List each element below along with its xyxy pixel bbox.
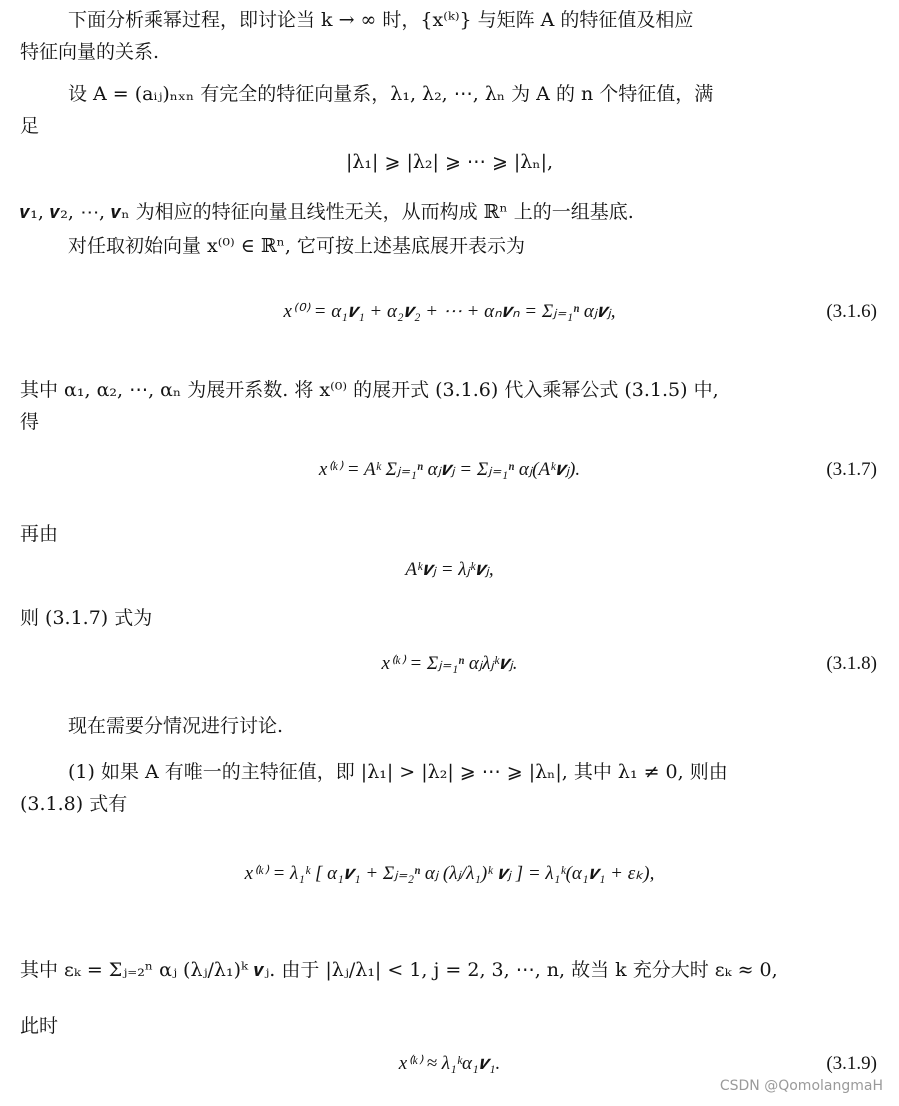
text-line: 得 — [20, 411, 40, 433]
text-line: (3.1.8) 式有 — [20, 793, 128, 815]
equation-3-1-7: x⁽ᵏ⁾ = Aᵏ Σⱼ₌₁ⁿ αⱼ𝒗ⱼ = Σⱼ₌₁ⁿ αⱼ(Aᵏ𝒗ⱼ). — [318, 459, 581, 480]
text-line: 其中 α₁, α₂, ⋯, αₙ 为展开系数. 将 x⁽⁰⁾ 的展开式 (3.1.6) 代入乘幂公式 (3.1.5) 中, — [20, 379, 719, 401]
text-line: 足 — [20, 115, 40, 137]
text-line: 此时 — [20, 1015, 59, 1037]
equation-number: (3.1.6) — [826, 301, 877, 322]
equation-3-1-8: x⁽ᵏ⁾ = Σⱼ₌₁ⁿ αⱼλⱼᵏ𝒗ⱼ. — [381, 653, 518, 674]
text-line: 再由 — [20, 523, 59, 545]
equation-number: (3.1.8) — [826, 653, 877, 674]
equation-eigen: Aᵏ𝒗ⱼ = λⱼᵏ𝒗ⱼ, — [405, 559, 494, 580]
text-line: 则 (3.1.7) 式为 — [20, 607, 153, 629]
inequality: |λ₁| ⩾ |λ₂| ⩾ ⋯ ⩾ |λₙ|, — [345, 151, 554, 173]
text-line: 𝒗₁, 𝒗₂, ⋯, 𝒗ₙ 为相应的特征向量且线性无关，从而构成 ℝⁿ 上的一组基底. — [20, 201, 634, 223]
text-line: 下面分析乘幂过程，即讨论当 k → ∞ 时，{x⁽ᵏ⁾} 与矩阵 A 的特征值及相应 — [68, 9, 694, 31]
watermark: CSDN @QomolangmaH — [719, 1078, 883, 1094]
text-line: 其中 εₖ = Σⱼ₌₂ⁿ αⱼ (λⱼ/λ₁)ᵏ 𝒗ⱼ. 由于 |λⱼ/λ₁| < 1, j = 2, 3, ⋯, n, 故当 k 充分大时 εₖ ≈ 0, — [20, 959, 778, 981]
equation-3-1-6: x⁽⁰⁾ = α₁𝒗₁ + α₂𝒗₂ + ⋯ + αₙ𝒗ₙ = Σⱼ₌₁ⁿ αⱼ𝒗ⱼ, — [283, 301, 616, 322]
equation-expansion: x⁽ᵏ⁾ = λ₁ᵏ [ α₁𝒗₁ + Σⱼ₌₂ⁿ αⱼ (λⱼ/λ₁)ᵏ 𝒗ⱼ ] = λ₁ᵏ(α₁𝒗₁ + εₖ), — [244, 863, 655, 884]
text-line: 现在需要分情况进行讨论. — [68, 715, 284, 737]
text-line: 对任取初始向量 x⁽⁰⁾ ∈ ℝⁿ, 它可按上述基底展开表示为 — [68, 235, 525, 257]
equation-number: (3.1.9) — [826, 1053, 877, 1074]
text-line: 设 A = (aᵢⱼ)ₙₓₙ 有完全的特征向量系，λ₁, λ₂, ⋯, λₙ 为 A 的 n 个特征值，满 — [68, 83, 714, 105]
equation-number: (3.1.7) — [826, 459, 877, 480]
text-line: 特征向量的关系. — [20, 41, 160, 63]
text-line: (1) 如果 A 有唯一的主特征值，即 |λ₁| > |λ₂| ⩾ ⋯ ⩾ |λₙ|, 其中 λ₁ ≠ 0, 则由 — [68, 761, 728, 783]
equation-3-1-9: x⁽ᵏ⁾ ≈ λ₁ᵏα₁𝒗₁. — [398, 1053, 501, 1074]
